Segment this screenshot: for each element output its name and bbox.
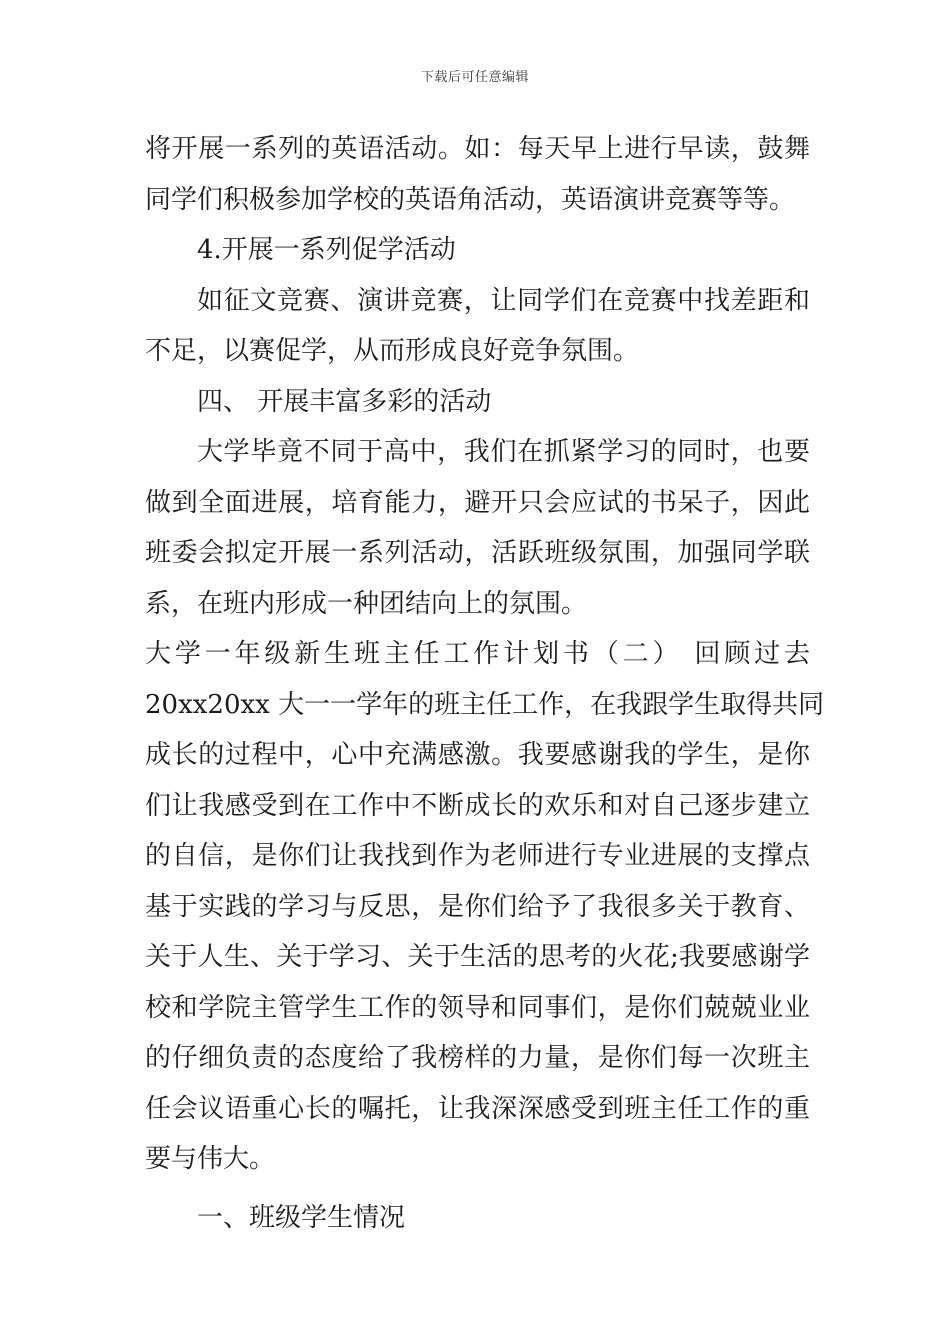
text-line: 同学们积极参加学校的英语角活动，英语演讲竞赛等等。 [145, 184, 796, 215]
text-line: 的自信，是你们让我找到作为老师进行专业进展的支撑点 [145, 841, 810, 871]
text-line: 做到全面进展，培育能力，避开只会应试的书呆子，因此 [145, 487, 810, 518]
document-title-line: 大学一年级新生班主任工作计划书（二） 回顾过去 [145, 639, 810, 669]
text-line: 任会议语重心长的嘱托，让我深深感受到班主任工作的重 [145, 1093, 810, 1124]
text-line: 基于实践的学习与反思，是你们给予了我很多关于教育、 [145, 891, 810, 922]
text-line: 大学毕竟不同于高中，我们在抓紧学习的同时，也要 [197, 437, 810, 467]
section-heading: 四、 开展丰富多彩的活动 [197, 386, 492, 417]
text-line: 系，在班内形成一种团结向上的氛围。 [145, 588, 588, 619]
text-line: 的仔细负责的态度给了我榜样的力量，是你们每一次班主 [145, 1043, 810, 1073]
text-line: 们让我感受到在工作中不断成长的欢乐和对自己逐步建立 [145, 790, 810, 821]
document-body [145, 124, 825, 1243]
text-line: 关于人生、关于学习、关于生活的思考的火花;我要感谢学 [145, 942, 810, 972]
text-line: 校和学院主管学生工作的领导和同事们，是你们兢兢业业 [145, 992, 810, 1023]
text-line: 将开展一系列的英语活动。如：每天早上进行早读，鼓舞 [145, 134, 810, 164]
page-header: 下载后可任意编辑 [420, 70, 529, 85]
section-heading: 一、班级学生情况 [197, 1202, 406, 1233]
text-line: 20xx20xx 大一一学年的班主任工作，在我跟学生取得共同 [145, 689, 825, 720]
text-line: 如征文竞赛、演讲竞赛，让同学们在竞赛中找差距和 [197, 285, 810, 316]
section-heading: 4.开展一系列促学活动 [197, 235, 456, 265]
text-line: 班委会拟定开展一系列活动，活跃班级氛围，加强同学联 [145, 538, 810, 568]
text-line: 不足，以赛促学，从而形成良好竞争氛围。 [145, 336, 640, 366]
text-line: 成长的过程中，心中充满感激。我要感谢我的学生，是你 [145, 740, 810, 770]
text-line: 要与伟大。 [145, 1144, 276, 1174]
